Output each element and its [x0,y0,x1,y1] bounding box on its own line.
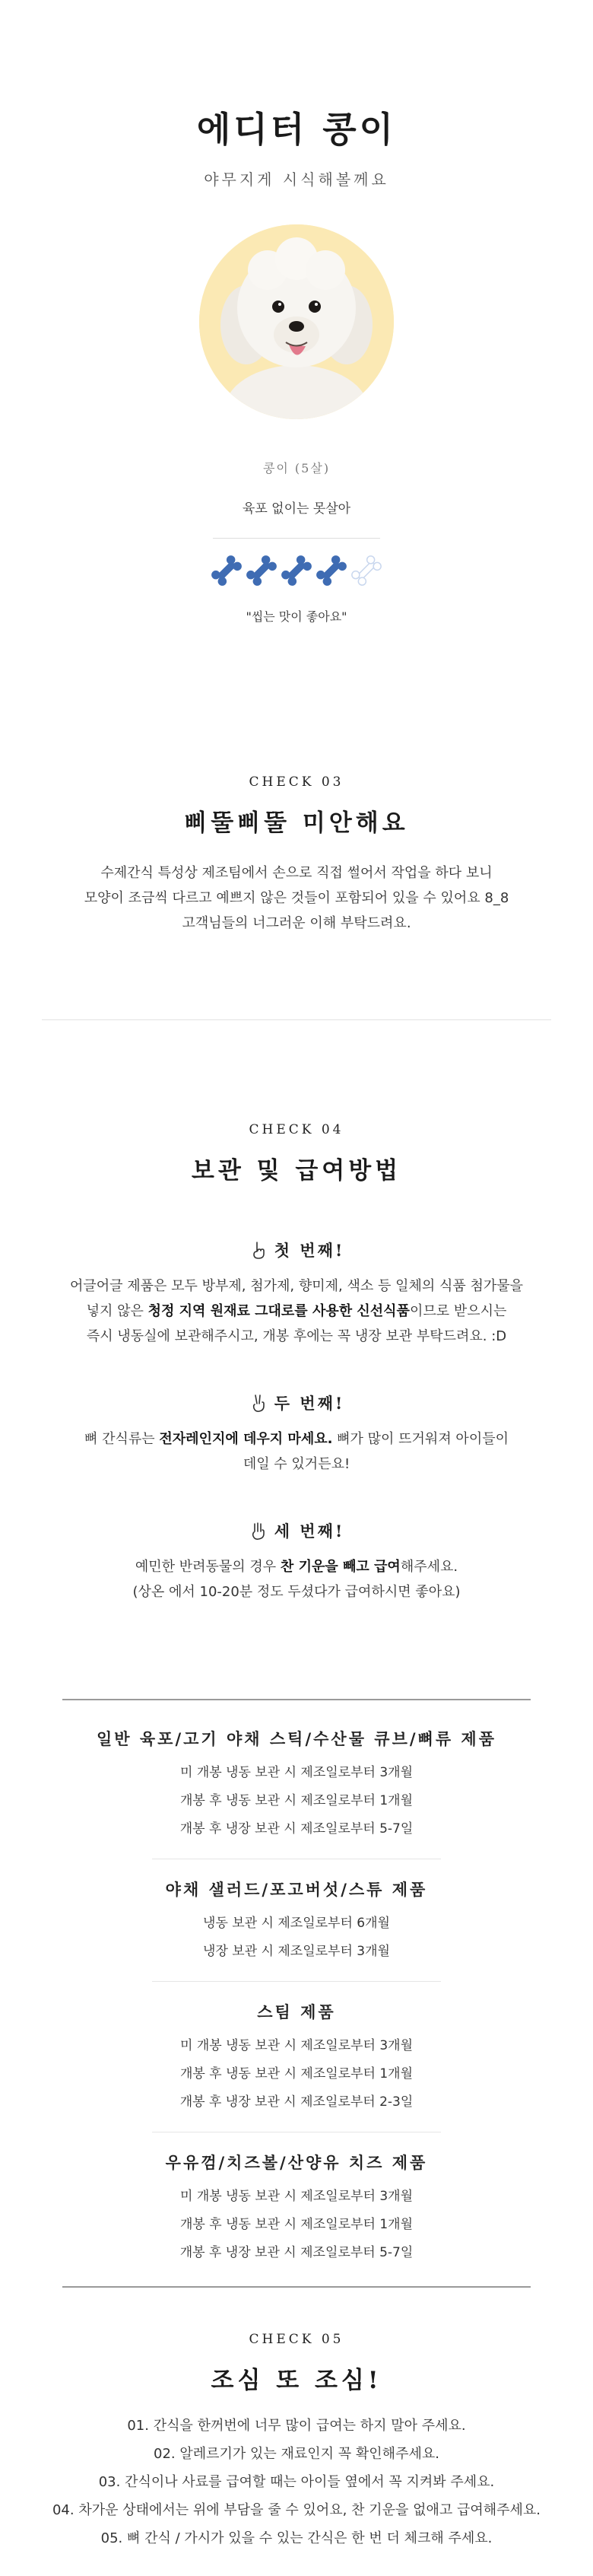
storage-group-list [0,2032,593,2116]
dog-illustration [199,224,394,419]
check03-text [0,860,593,936]
step-second [0,1391,593,1477]
caution-item: 02. 알레르기가 있는 재료인지 꼭 확인해주세요. [154,2446,439,2462]
text-span: 해주세요. [400,1559,458,1575]
two-finger-hand-icon [249,1393,268,1413]
check03-title: 삐뚤삐뚤 미안해요 [184,809,409,837]
step-second-label: 두 번째! [274,1394,345,1413]
check05-label: CHECK 05 [249,2332,344,2347]
storage-item: 미 개봉 냉동 보관 시 제조일로부터 3개월 [180,2189,413,2204]
check04-title: 보관 및 급여방법 [191,1157,402,1185]
highlight-text: 청정 지역 원재료 그대로를 사용한 신선식품 [147,1303,410,1319]
highlight-text: 전자레인지에 데우지 마세요. [159,1431,333,1447]
dog-description: 육포 없이는 못살아 [242,501,351,517]
storage-group [0,2151,593,2267]
check05-title: 조심 또 조심! [211,2367,382,2394]
storage-group [0,1727,593,1843]
step-line: (상온 에서 10-20분 정도 두셨다가 급여하시면 좋아요) [132,1584,461,1600]
step-line [0,1299,593,1324]
storage-item: 냉동 보관 시 제조일로부터 6개월 [203,1916,390,1931]
step-third-label: 세 번째! [274,1522,345,1541]
section-divider [42,1019,551,1020]
divider [213,538,380,539]
step-first-head [0,1239,593,1261]
step-line: 데일 수 있거든요! [243,1456,350,1472]
caution-item: 01. 간식을 한꺼번에 너무 많이 급여는 하지 말아 주세요. [127,2418,466,2434]
storage-item: 개봉 후 냉장 보관 시 제조일로부터 2-3일 [179,2094,414,2110]
rating-bones [0,554,593,587]
one-finger-hand-icon [249,1240,268,1260]
check03-section [0,774,593,936]
step-third [0,1519,593,1604]
caution-list [0,2412,593,2552]
storage-item: 개봉 후 냉동 보관 시 제조일로부터 1개월 [180,2217,413,2232]
editor-quote: "씹는 맛이 좋아요" [246,609,347,624]
step-line: 즉시 냉동실에 보관해주시고, 개봉 후에는 꼭 냉장 보관 부탁드려요. :D [86,1328,507,1344]
check03-line: 고객님들의 너그러운 이해 부탁드려요. [182,915,411,931]
bone-filled-icon [280,554,313,587]
three-finger-hand-icon [249,1521,268,1541]
storage-group-title: 야채 샐러드/포고버섯/스튜 제품 [165,1880,428,1899]
step-line [0,1554,593,1579]
text-span: 넣지 않은 [86,1303,148,1319]
storage-item: 미 개봉 냉동 보관 시 제조일로부터 3개월 [180,2038,413,2053]
step-line [0,1426,593,1452]
storage-item: 개봉 후 냉동 보관 시 제조일로부터 1개월 [180,2066,413,2081]
storage-section [0,1727,593,2267]
text-span: 뼈 간식류는 [84,1431,160,1447]
step-third-text [0,1554,593,1604]
highlight-text: 찬 기운을 빼고 급여 [280,1559,401,1575]
check05-section [0,2332,593,2552]
dog-name: 콩이 (5살) [262,461,331,475]
step-line: 어글어글 제품은 모두 방부제, 첨가제, 향미제, 색소 등 일체의 식품 첨가물을 [69,1278,524,1294]
storage-group-title: 우유껌/치즈볼/산양유 치즈 제품 [165,2153,428,2172]
bone-empty-icon [350,554,383,587]
bone-filled-icon [210,554,243,587]
check03-line: 수제간식 특성상 제조팀에서 손으로 직접 썰어서 작업을 하다 보니 [100,865,493,881]
storage-item: 개봉 후 냉장 보관 시 제조일로부터 5-7일 [179,2245,414,2260]
step-second-text [0,1426,593,1477]
dog-photo [199,224,394,419]
text-span: 이므로 받으시는 [409,1303,507,1319]
editor-subtitle: 야무지게 시식해볼께요 [204,170,389,189]
storage-group-list [0,2183,593,2267]
check04-label: CHECK 04 [249,1122,344,1137]
step-first-text [0,1274,593,1349]
bone-filled-icon [315,554,348,587]
text-span: 뼈가 많이 뜨거워져 아이들이 [332,1431,509,1447]
check03-line: 모양이 조금씩 다르고 예쁘지 않은 것들이 포함되어 있을 수 있어요 8_8 [84,890,509,906]
check03-label: CHECK 03 [249,774,344,790]
storage-group-title: 일반 육포/고기 야채 스틱/수산물 큐브/뼈류 제품 [97,1729,496,1748]
storage-item: 개봉 후 냉장 보관 시 제조일로부터 5-7일 [179,1821,414,1837]
storage-group-title: 스팀 제품 [257,2002,336,2021]
text-span: 예민한 반려동물의 경우 [135,1559,281,1575]
storage-item: 미 개봉 냉동 보관 시 제조일로부터 3개월 [180,1765,413,1780]
storage-group [0,1878,593,1966]
step-second-head [0,1391,593,1414]
caution-item: 03. 간식이나 사료를 급여할 때는 아이들 옆에서 꼭 지켜봐 주세요. [98,2474,495,2490]
storage-item: 냉장 보관 시 제조일로부터 3개월 [203,1944,390,1959]
caution-item: 04. 차가운 상태에서는 위에 부담을 줄 수 있어요, 찬 기운을 없애고 급여해주세요. [52,2502,541,2518]
bone-filled-icon [245,554,278,587]
storage-group-list [0,1910,593,1966]
storage-group [0,2000,593,2116]
storage-top-divider [62,1699,531,1700]
storage-bottom-divider [62,2286,531,2288]
check04-section [0,1122,593,1604]
caution-item: 05. 뼈 간식 / 가시가 있을 수 있는 간식은 한 번 더 체크해 주세요. [100,2530,493,2546]
step-third-head [0,1519,593,1542]
editor-title: 에디터 콩이 [196,109,397,150]
step-first-label: 첫 번째! [274,1241,345,1260]
storage-item: 개봉 후 냉동 보관 시 제조일로부터 1개월 [180,1793,413,1808]
step-first [0,1239,593,1349]
storage-divider [152,1981,441,1982]
storage-group-list [0,1759,593,1843]
editor-section [0,0,593,625]
